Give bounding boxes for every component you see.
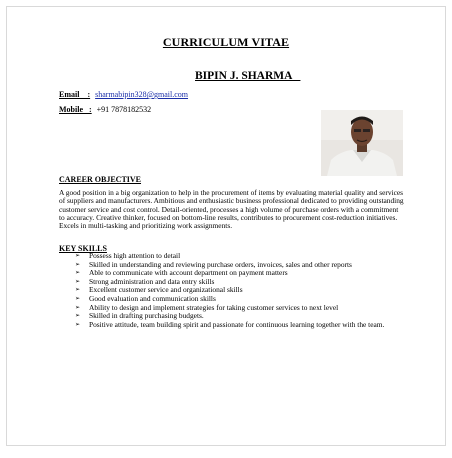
email-label: Email : bbox=[59, 90, 91, 99]
list-item: ➢ Skilled in drafting purchasing budgets. bbox=[75, 311, 204, 321]
arrow-bullet-icon: ➢ bbox=[75, 321, 81, 328]
email-link[interactable]: sharmabipin328@gmail.com bbox=[95, 90, 189, 99]
arrow-bullet-icon: ➢ bbox=[75, 253, 81, 259]
arrow-bullet-icon: ➢ bbox=[75, 295, 81, 302]
list-item: ➢ Skilled in understanding and reviewing purchase orders, invoices, sales and other reports bbox=[75, 259, 352, 269]
arrow-bullet-icon: ➢ bbox=[75, 287, 81, 294]
key-skills-heading: KEY SKILLS bbox=[59, 244, 107, 253]
arrow-bullet-icon: ➢ bbox=[75, 304, 81, 311]
list-item: ➢ Good evaluation and communication skills bbox=[75, 293, 216, 303]
list-item: ➢ Excellent customer service and organizational skills bbox=[75, 285, 243, 295]
arrow-bullet-icon: ➢ bbox=[75, 313, 81, 320]
mobile-row bbox=[59, 105, 151, 114]
career-objective-text: A good position in a big organization to help in the procurement of items by evaluating material quality and services of suppliers and manufacturers. Ambitious and enthusiastic business professional dedicated to providing outstanding customer service and cost control. Detail-oriented, processes a high volume of purchase orders with a commitment to accuracy. Creative thinker, focused on bottom-line results, contributes to procurement cost-reduction initiatives. Excels in multi-tasking and prioritizing work assignments. bbox=[59, 188, 404, 231]
list-item: ➢ Able to communicate with account department on payment matters bbox=[75, 268, 288, 278]
arrow-bullet-icon: ➢ bbox=[75, 270, 81, 277]
mobile-label: Mobile : bbox=[59, 105, 92, 114]
list-item: ➢ Possess high attention to detail bbox=[75, 251, 181, 260]
profile-photo bbox=[321, 110, 403, 176]
key-skills-list bbox=[59, 252, 405, 329]
document-title: CURRICULUM VITAE bbox=[162, 35, 290, 49]
arrow-bullet-icon: ➢ bbox=[75, 261, 81, 268]
list-item: ➢ Positive attitude, team building spirit and passionate for continuous learning together with the team. bbox=[75, 319, 385, 329]
arrow-bullet-icon: ➢ bbox=[75, 278, 81, 285]
mobile-number: +91 7878182532 bbox=[96, 105, 152, 114]
candidate-name: BIPIN J. SHARMA bbox=[195, 70, 301, 82]
career-objective-heading: CAREER OBJECTIVE bbox=[59, 175, 142, 184]
profile-photo-image bbox=[321, 110, 403, 176]
list-item: ➢ Ability to design and implement strategies for taking customer services to next level bbox=[75, 302, 339, 312]
email-row bbox=[59, 90, 188, 99]
list-item: ➢ Strong administration and data entry skills bbox=[75, 276, 215, 286]
resume-page bbox=[6, 6, 446, 446]
